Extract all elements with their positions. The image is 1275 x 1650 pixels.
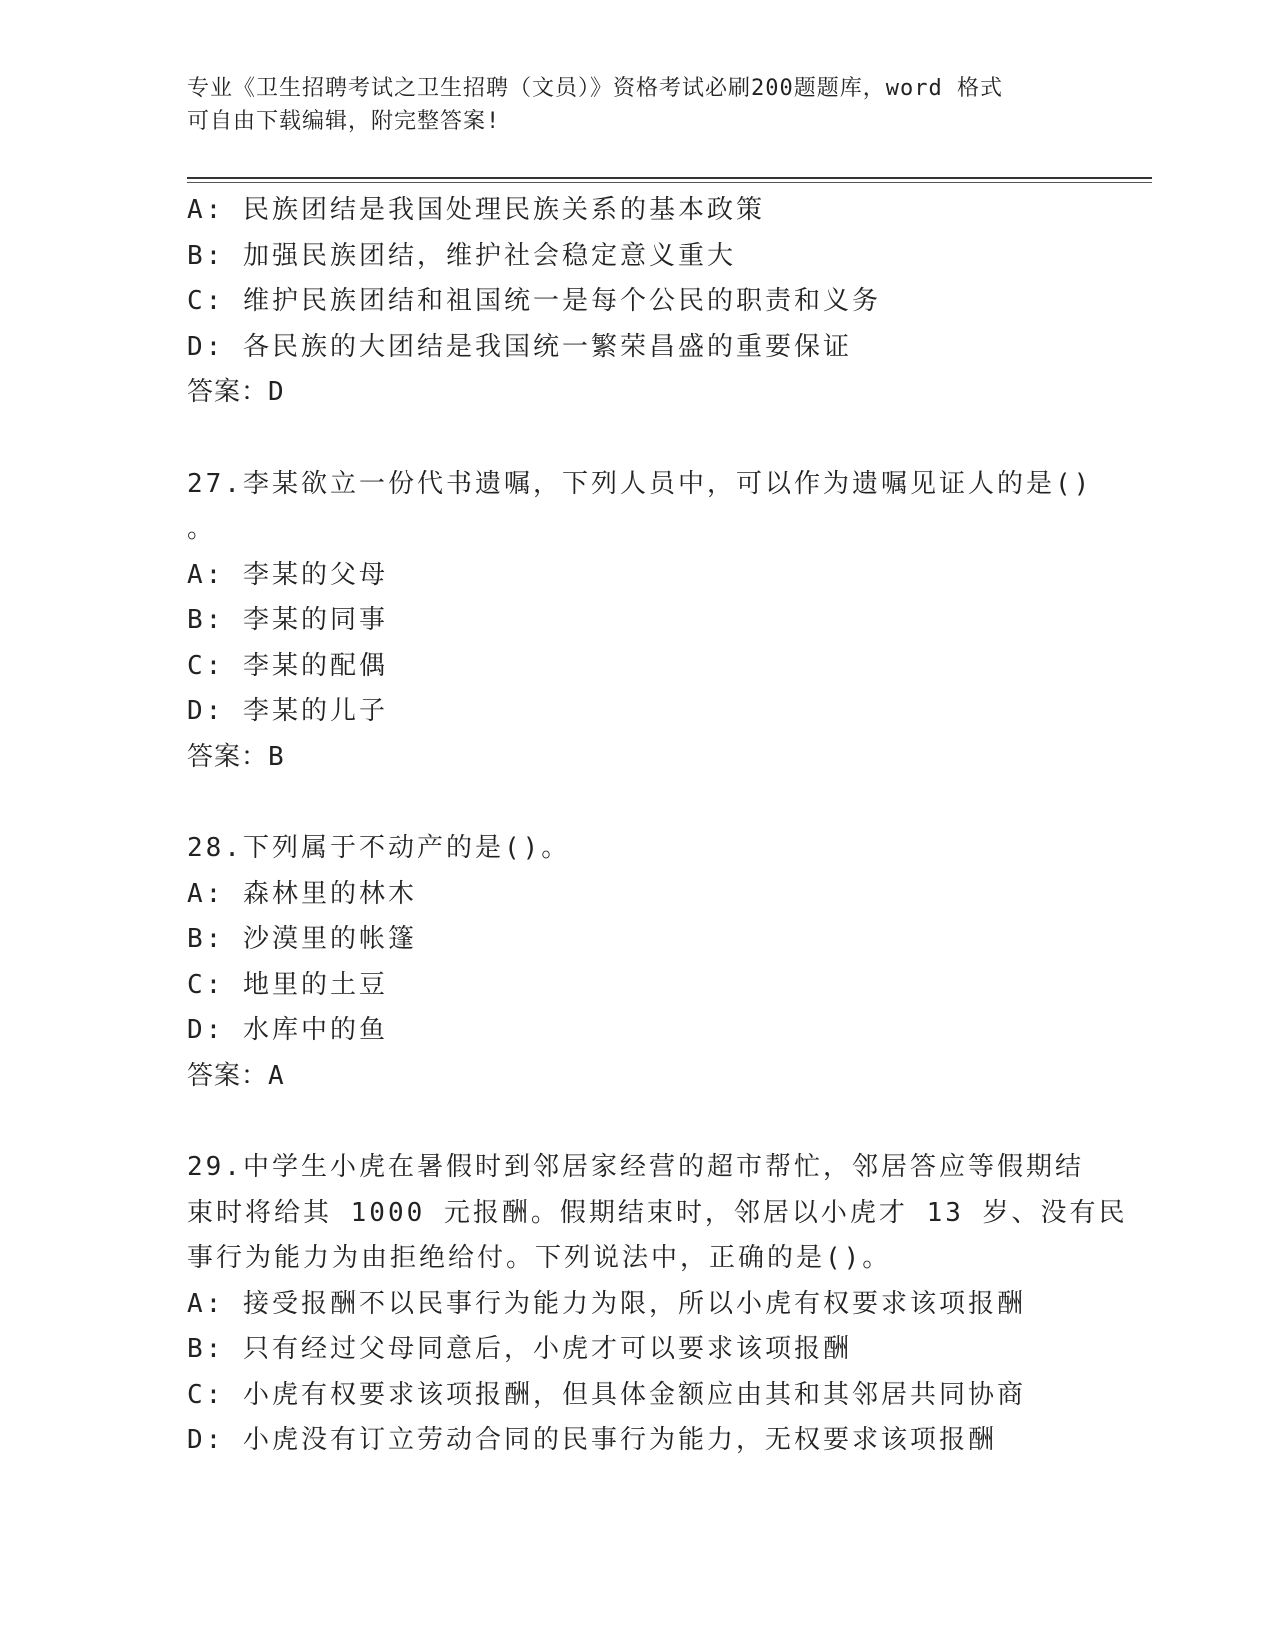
answer-line: 答案：B: [187, 741, 285, 772]
option-c: C: 地里的土豆: [187, 969, 388, 1000]
spacer: [187, 1099, 1087, 1145]
prev-question: [187, 188, 1087, 416]
option-d: D: 各民族的大团结是我国统一繁荣昌盛的重要保证: [187, 331, 852, 362]
option-a: A: 接受报酬不以民事行为能力为限，所以小虎有权要求该项报酬: [187, 1288, 1026, 1319]
header-rule-thick: [187, 177, 1152, 179]
option-b: B: 沙漠里的帐篷: [187, 924, 417, 954]
question-stem: 29.中学生小虎在暑假时到邻居家经营的超市帮忙，邻居答应等假期结: [187, 1152, 1084, 1182]
question-stem: 。: [187, 514, 217, 544]
option-a: A: 民族团结是我国处理民族关系的基本政策: [187, 195, 765, 225]
option-c: C: 维护民族团结和祖国统一是每个公民的职责和义务: [187, 286, 881, 316]
option-b: B: 只有经过父母同意后，小虎才可以要求该项报酬: [187, 1334, 852, 1364]
document-header: [187, 72, 1067, 138]
option-c: C: 李某的配偶: [187, 650, 388, 681]
answer-line: 答案：D: [187, 377, 285, 407]
question-28: [187, 826, 1087, 1099]
question-content: [187, 188, 1128, 1464]
option-d: D: 李某的儿子: [187, 696, 388, 726]
header-rule-thin: [187, 182, 1152, 183]
header-line-1: 专业《卫生招聘考试之卫生招聘（文员）》资格考试必刷200题题库，word 格式: [187, 76, 1003, 101]
question-stem: 27.李某欲立一份代书遗嘱，下列人员中，可以作为遗嘱见证人的是(): [187, 468, 1093, 499]
option-d: D: 小虎没有订立劳动合同的民事行为能力，无权要求该项报酬: [187, 1425, 997, 1455]
option-c: C: 小虎有权要求该项报酬，但具体金额应由其和其邻居共同协商: [187, 1379, 1026, 1410]
spacer: [187, 416, 1087, 462]
option-b: B: 李某的同事: [187, 605, 388, 635]
question-29: [187, 1145, 1128, 1464]
question-27: [187, 462, 1093, 781]
option-d: D: 水库中的鱼: [187, 1015, 388, 1045]
spacer: [187, 780, 1087, 826]
answer-line: 答案：A: [187, 1060, 285, 1091]
option-a: A: 森林里的林木: [187, 878, 417, 909]
option-b: B: 加强民族团结，维护社会稳定意义重大: [187, 240, 736, 271]
option-a: A: 李某的父母: [187, 559, 388, 590]
question-stem: 事行为能力为由拒绝给付。下列说法中，正确的是()。: [187, 1243, 892, 1273]
header-line-2: 可自由下载编辑，附完整答案!: [187, 109, 501, 134]
question-stem: 束时将给其 1000 元报酬。假期结束时，邻居以小虎才 13 岁、没有民: [187, 1197, 1128, 1228]
question-stem: 28.下列属于不动产的是()。: [187, 833, 571, 863]
